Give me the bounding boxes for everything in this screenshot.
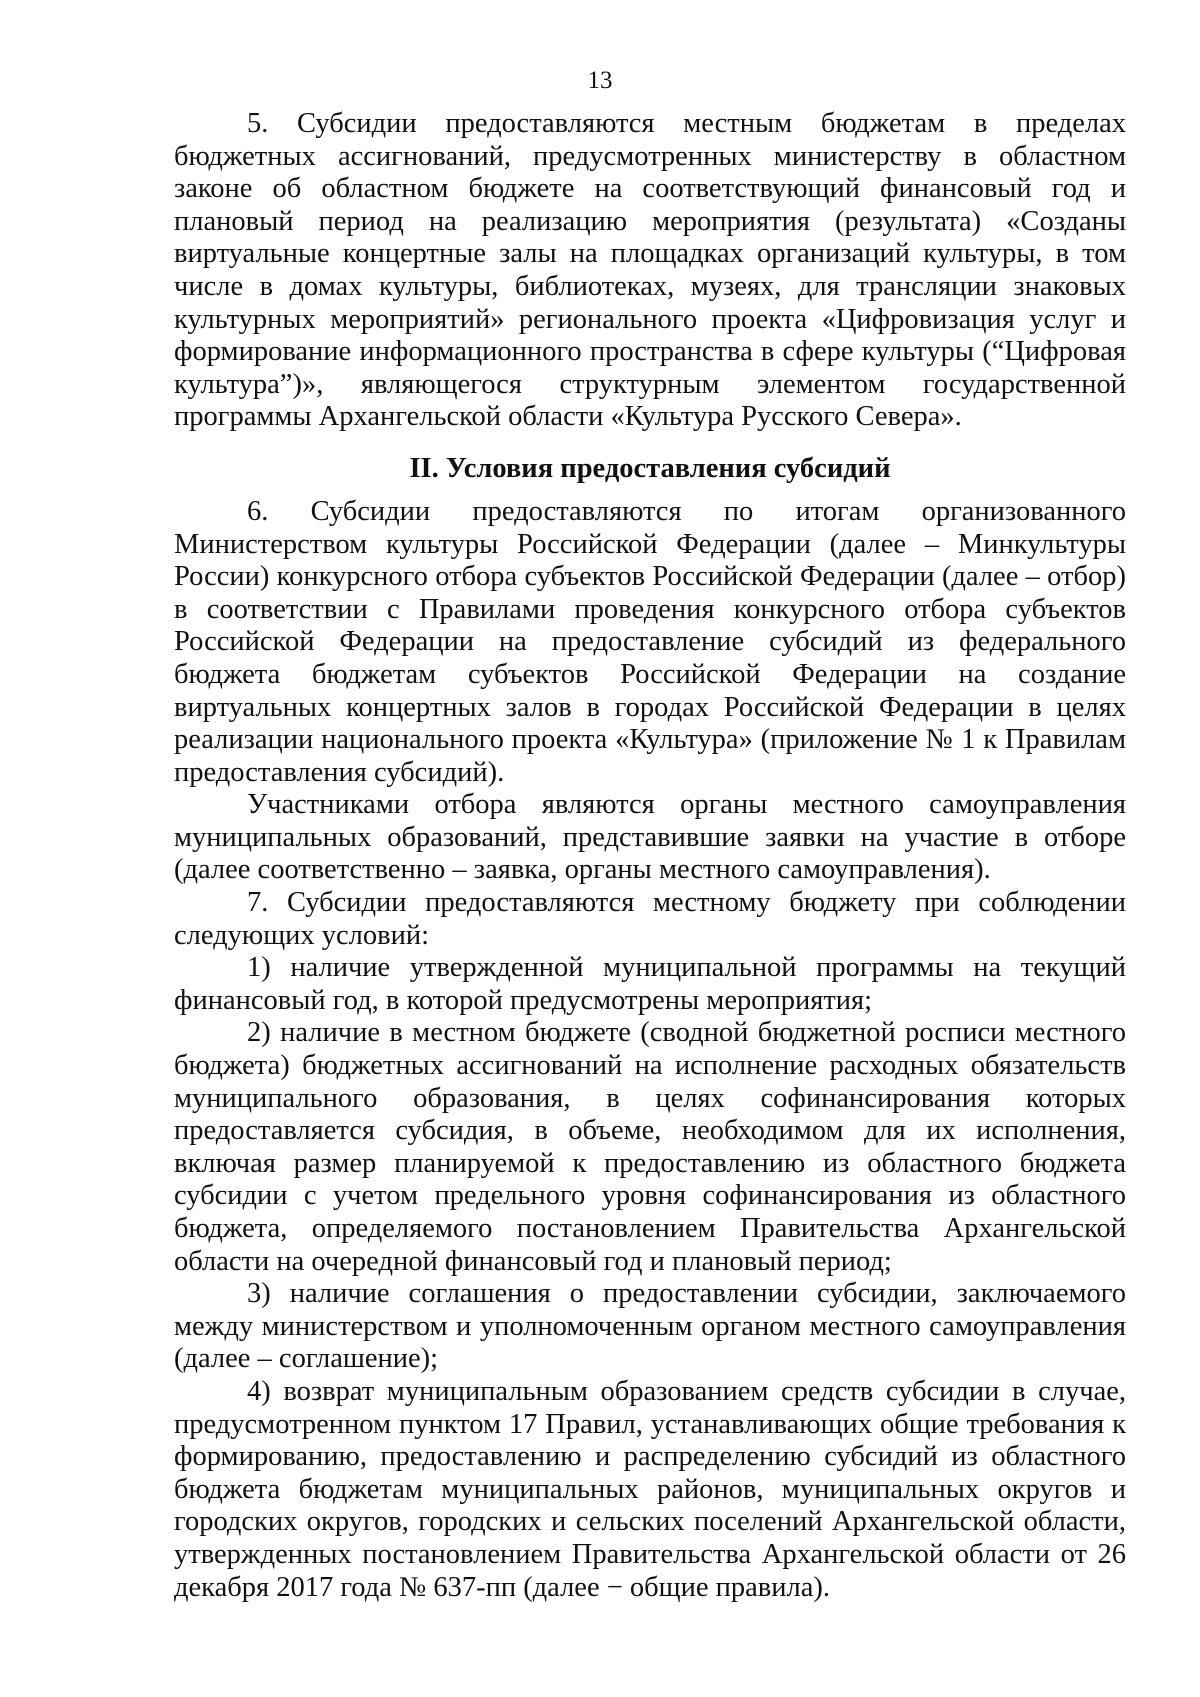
paragraph-7: 7. Субсидии предоставляются местному бюджету при соблюдении следующих условий:	[174, 887, 1126, 951]
section-heading: II. Условия предоставления субсидий	[409, 452, 891, 484]
paragraph-6: 6. Субсидии предоставляются по итогам организованного Министерством культуры Российской Федерации (далее – Минкультуры России) конкурсного отбора субъектов Российской Федерации (далее – отбор) в соответствии с Правилами проведения конкурсного отбора субъектов Российской Федерации на предоставление субсидий из федерального бюджета бюджетам субъектов Российской Федерации на создание виртуальных концертных залов в городах Российской Федерации в целях реализации национального проекта «Культура» (приложение № 1 к Правилам предоставления субсидий).	[174, 495, 1126, 788]
condition-3: 3) наличие соглашения о предоставлении субсидии, заключаемого между министерством и уполномоченным органом местного самоуправления (далее – соглашение);	[174, 1278, 1126, 1375]
condition-2: 2) наличие в местном бюджете (сводной бюджетной росписи местного бюджета) бюджетных ассигнований на исполнение расходных обязательств муниципального образования, в целях софинансирования которых предоставляется субсидия, в объеме, необходимом для их исполнения, включая размер планируемой к предоставлению из областного бюджета субсидии с учетом предельного уровня софинансирования из областного бюджета, определяемого постановлением Правительства Архангельской области на очередной финансовый год и плановый период;	[174, 1017, 1126, 1277]
condition-1: 1) наличие утвержденной муниципальной программы на текущий финансовый год, в которой предусмотрены мероприятия;	[174, 952, 1126, 1016]
paragraph-participants: Участниками отбора являются органы местного самоуправления муниципальных образований, представившие заявки на участие в отборе (далее соответственно – заявка, органы местного самоуправления).	[174, 789, 1126, 886]
paragraph-5: 5. Субсидии предоставляются местным бюджетам в пределах бюджетных ассигнований, предусмотренных министерству в областном законе об областном бюджете на соответствующий финансовый год и плановый период на реализацию мероприятия (результата) «Созданы виртуальные концертные залы на площадках организаций культуры, в том числе в домах культуры, библиотеках, музеях, для трансляции знаковых культурных мероприятий» регионального проекта «Цифровизация услуг и формирование информационного пространства в сфере культуры (“Цифровая культура”)», являющегося структурным элементом государственной программы Архангельской области «Культура Русского Севера».	[174, 108, 1126, 433]
condition-4: 4) возврат муниципальным образованием средств субсидии в случае, предусмотренном пунктом 17 Правил, устанавливающих общие требования к формированию, предоставлению и распределению субсидий из областного бюджета бюджетам муниципальных районов, муниципальных округов и городских округов, городских и сельских поселений Архангельской области, утвержденных постановлением Правительства Архангельской области от 26 декабря 2017 года № 637-пп (далее − общие правила).	[174, 1375, 1126, 1603]
document-body	[174, 108, 1126, 1604]
page-number: 13	[587, 67, 613, 94]
